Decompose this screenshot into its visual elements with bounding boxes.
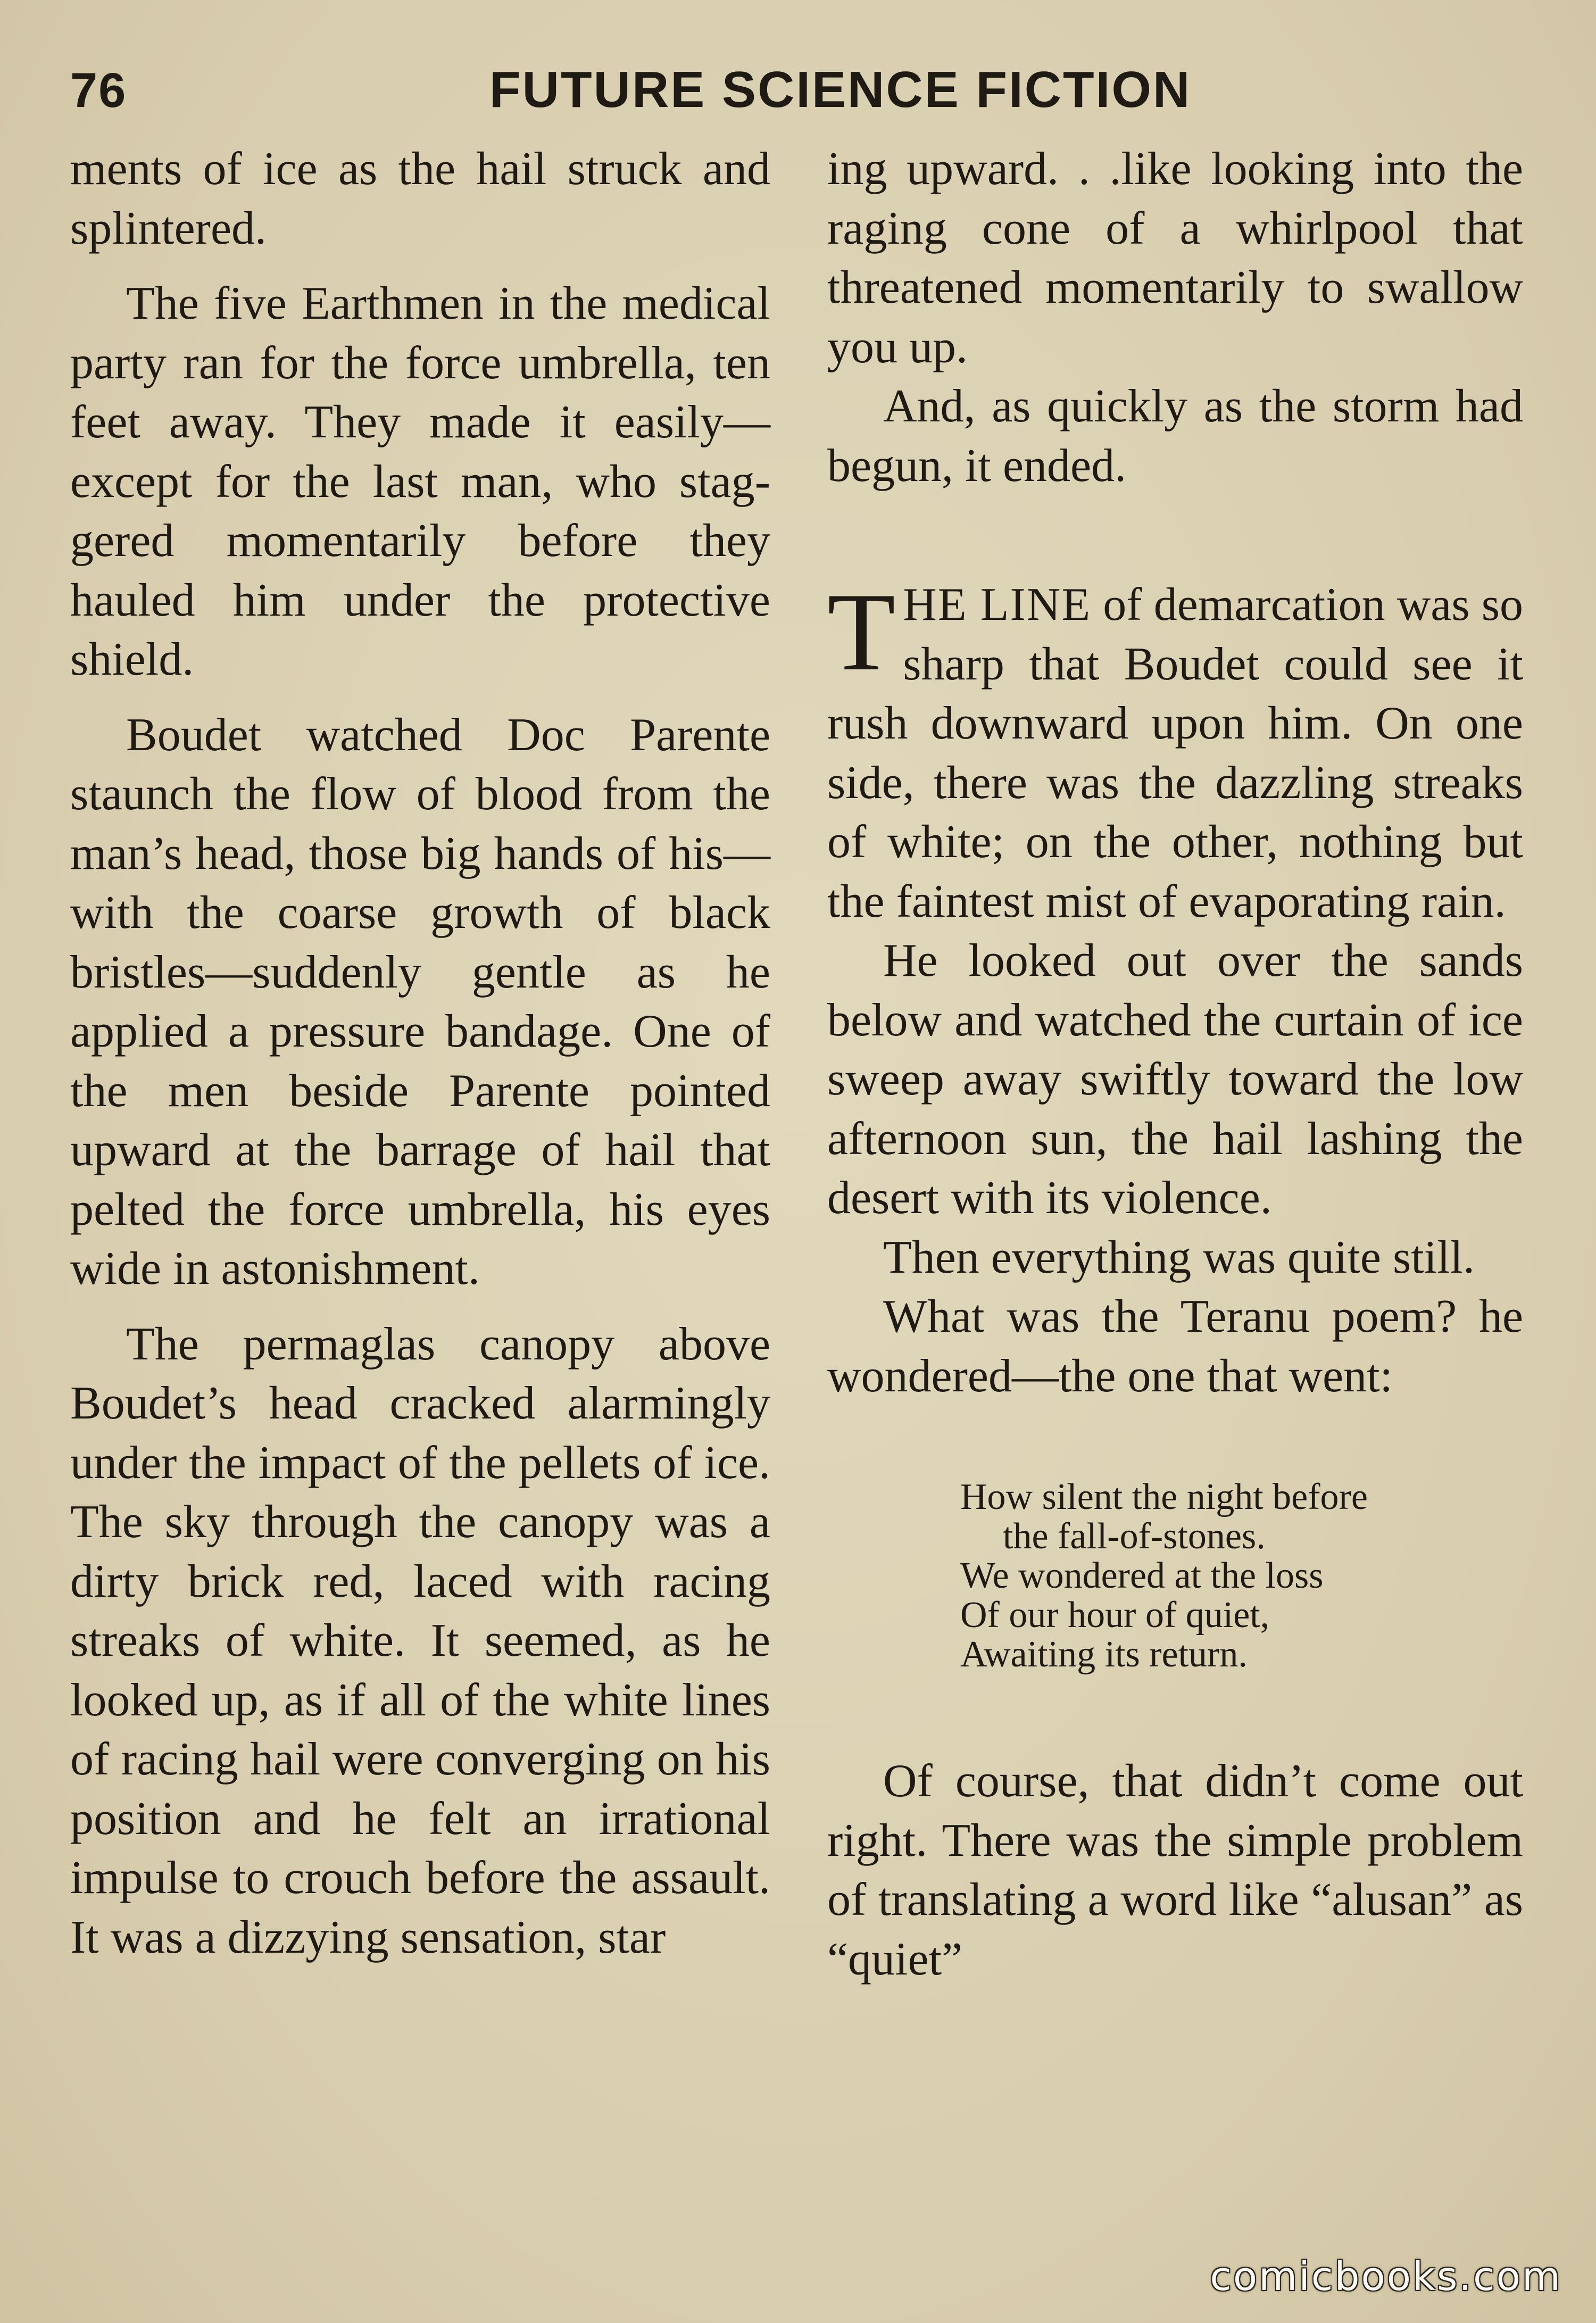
poem-line: How silent the night before bbox=[960, 1476, 1368, 1517]
paragraph: And, as quickly as the storm had begun, it ended. bbox=[827, 380, 1523, 492]
running-title: FUTURE SCIENCE FICTION bbox=[489, 61, 1192, 118]
poem-line: Awaiting its return. bbox=[960, 1634, 1248, 1675]
right-column bbox=[827, 139, 1523, 1989]
drop-cap: T bbox=[827, 570, 896, 694]
watermark: comicbooks.com bbox=[1210, 2254, 1562, 2300]
poem-block bbox=[960, 1478, 1523, 1674]
paragraph: The five Earthmen in the medical party ran for the force umbrella, ten feet away. They made it easily—except for the last man, who staggered momentarily before they hauled him under the protective shield. bbox=[70, 278, 770, 685]
paragraph: ing upward. . .like looking into the raging cone of a whirlpool that threatened momentarily to swallow you up. bbox=[827, 143, 1523, 373]
page-number: 76 bbox=[70, 63, 127, 118]
page-header bbox=[0, 57, 1596, 127]
paragraph: What was the Teranu poem? he wondered—the one that went: bbox=[827, 1291, 1523, 1402]
paragraph: Of course, that didn’t come out right. There was the simple problem of translating a word like “alusan” as “quiet” bbox=[827, 1755, 1523, 1985]
paragraph: Boudet watched Doc Parente staunch the flow of blood from the man’s head, those big hands of his—with the coarse growth of black bristles—suddenly gentle as he applied a pressure bandage. One of the men beside Parente pointed upward at the barrage of hail that pelted the force umbrella, his eyes wide in astonishment. bbox=[70, 709, 770, 1295]
section-lead-in: HE LINE bbox=[903, 579, 1092, 630]
paragraph: He looked out over the sands below and watched the curtain of ice sweep away swiftly toward the low afternoon sun, the hail lashing the desert with its violence. bbox=[827, 935, 1523, 1224]
left-column bbox=[70, 139, 770, 1967]
paragraph-text: of demarcation was so sharp that Boudet could see it rush downward upon him. On one side, there was the dazzling streaks of white; on the other, nothing but the faintest mist of evaporating rain. bbox=[827, 579, 1524, 927]
poem-line: Of our hour of quiet, bbox=[960, 1595, 1270, 1636]
paragraph: The permaglas canopy above Boudet’s head cracked alarmingly under the impact of the pellets of ice. The sky through the canopy was a dirty brick red, laced with racing streaks of white. It seemed, as he looked up, as if all of the white lines of racing hail were converging on his position and he felt an irrational impulse to crouch before the assault. It was a dizzying sensation, star bbox=[70, 1318, 770, 1963]
paragraph: Then everything was quite still. bbox=[883, 1231, 1475, 1283]
poem-line: We wondered at the loss bbox=[960, 1555, 1324, 1596]
section-opening-paragraph bbox=[827, 570, 1524, 931]
paragraph: ments of ice as the hail struck and splintered. bbox=[70, 143, 770, 254]
poem-line: the fall-of-stones. bbox=[1003, 1516, 1266, 1557]
